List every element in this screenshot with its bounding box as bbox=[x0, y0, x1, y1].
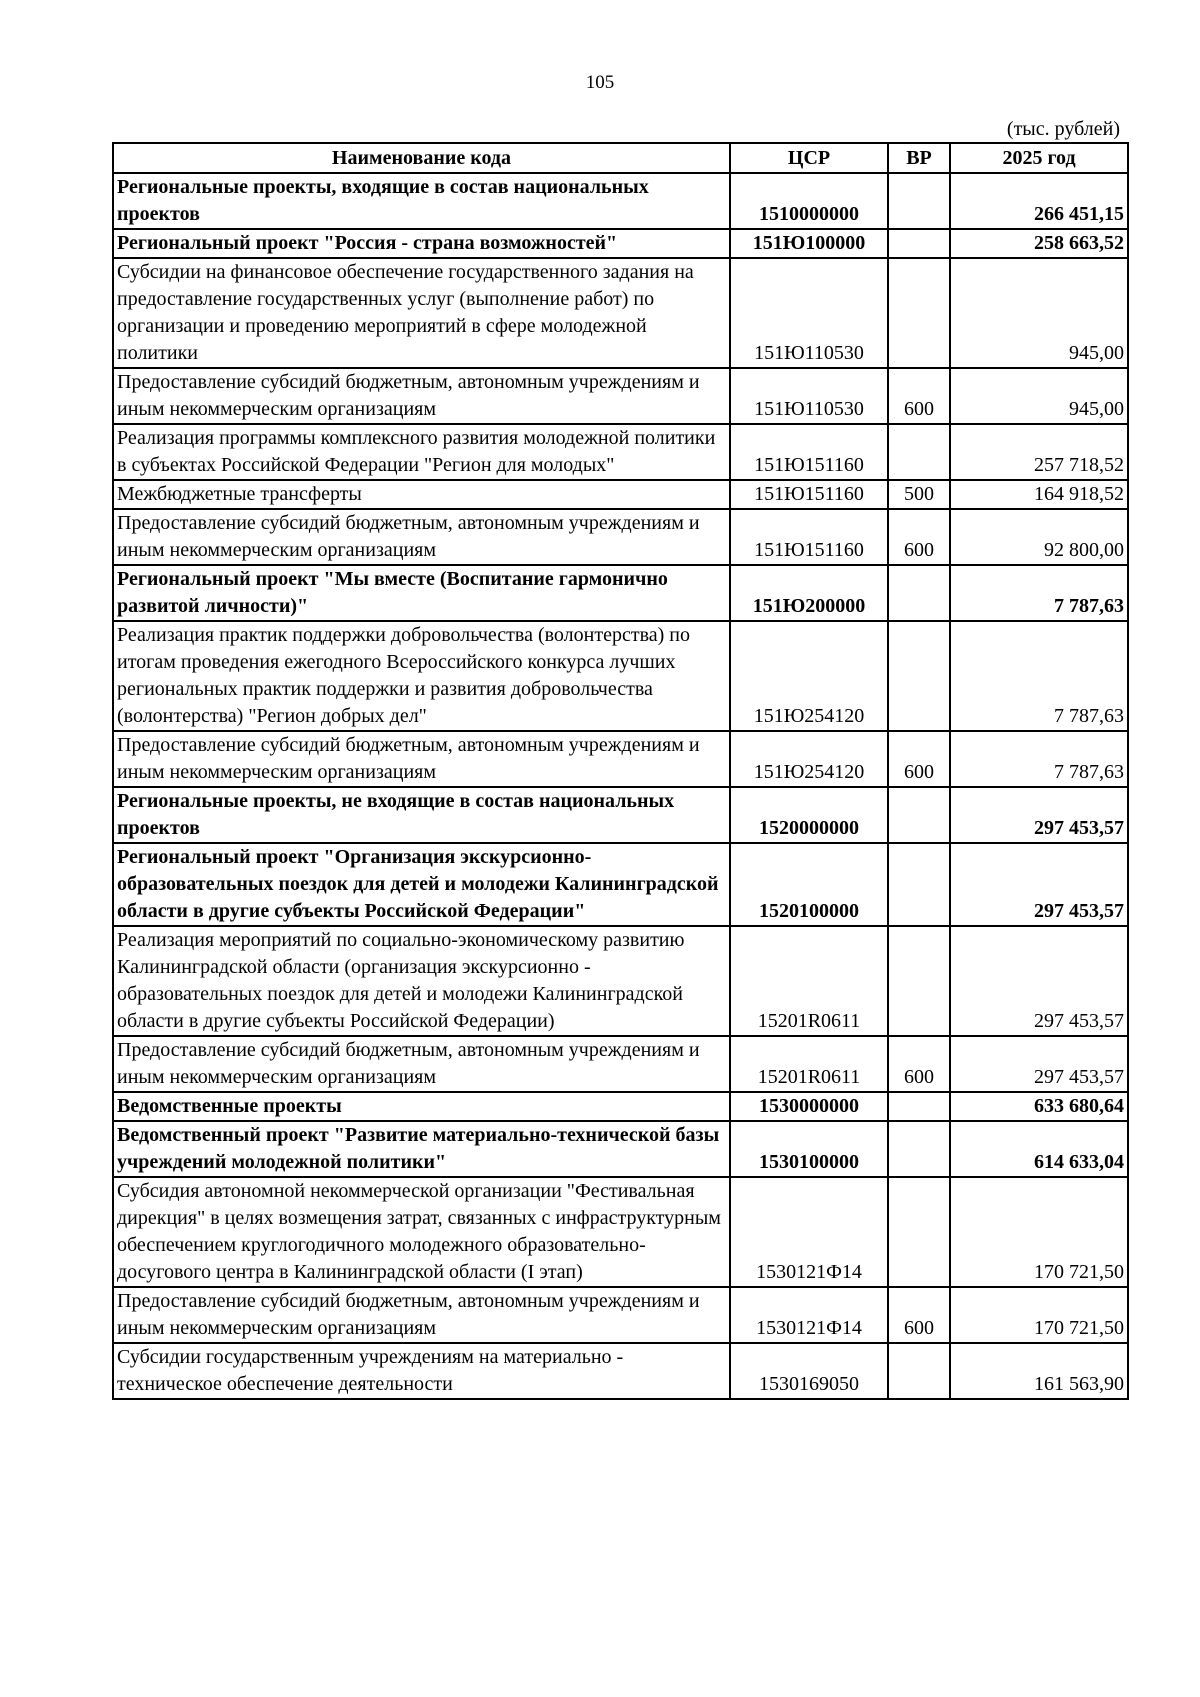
cell-csr: 151Ю110530 bbox=[730, 258, 888, 368]
cell-vr bbox=[888, 424, 950, 480]
header-sum: 2025 год bbox=[950, 143, 1128, 173]
cell-name: Региональный проект "Мы вместе (Воспитание гармонично развитой личности)" bbox=[113, 565, 730, 621]
cell-csr: 151Ю151160 bbox=[730, 480, 888, 509]
cell-sum: 297 453,57 bbox=[950, 787, 1128, 843]
cell-vr: 600 bbox=[888, 509, 950, 565]
header-csr: ЦСР bbox=[730, 143, 888, 173]
table-row bbox=[113, 1177, 1128, 1287]
cell-sum: 257 718,52 bbox=[950, 424, 1128, 480]
table-row bbox=[113, 509, 1128, 565]
cell-sum: 170 721,50 bbox=[950, 1177, 1128, 1287]
cell-sum: 614 633,04 bbox=[950, 1121, 1128, 1177]
cell-name: Предоставление субсидий бюджетным, автономным учреждениям и иным некоммерческим организациям bbox=[113, 509, 730, 565]
cell-name: Региональный проект "Организация экскурсионно-образовательных поездок для детей и молодежи Калининградской области в другие субъекты Российской Федерации" bbox=[113, 843, 730, 926]
cell-vr bbox=[888, 565, 950, 621]
cell-name: Реализация практик поддержки добровольчества (волонтерства) по итогам проведения ежегодного Всероссийского конкурса лучших региональных практик поддержки и развития добровольчества (волонтерства) "Регион добрых дел" bbox=[113, 621, 730, 731]
cell-name: Ведомственный проект "Развитие материально-технической базы учреждений молодежной политики" bbox=[113, 1121, 730, 1177]
cell-csr: 151Ю110530 bbox=[730, 368, 888, 424]
table-row bbox=[113, 229, 1128, 258]
cell-vr bbox=[888, 173, 950, 229]
table-row bbox=[113, 173, 1128, 229]
table-row bbox=[113, 368, 1128, 424]
cell-csr: 151Ю151160 bbox=[730, 509, 888, 565]
table-row bbox=[113, 424, 1128, 480]
cell-vr bbox=[888, 229, 950, 258]
cell-vr bbox=[888, 1177, 950, 1287]
cell-name: Предоставление субсидий бюджетным, автономным учреждениям и иным некоммерческим организациям bbox=[113, 731, 730, 787]
page-number: 105 bbox=[585, 72, 615, 93]
cell-csr: 151Ю200000 bbox=[730, 565, 888, 621]
cell-sum: 164 918,52 bbox=[950, 480, 1128, 509]
cell-csr: 1530121Ф14 bbox=[730, 1287, 888, 1343]
cell-sum: 297 453,57 bbox=[950, 926, 1128, 1036]
table-body bbox=[113, 173, 1128, 1399]
table-row bbox=[113, 258, 1128, 368]
table-row bbox=[113, 787, 1128, 843]
cell-csr: 151Ю151160 bbox=[730, 424, 888, 480]
cell-csr: 15201R0611 bbox=[730, 1036, 888, 1092]
table-row bbox=[113, 926, 1128, 1036]
cell-csr: 1520100000 bbox=[730, 843, 888, 926]
cell-csr: 1530000000 bbox=[730, 1092, 888, 1121]
cell-csr: 151Ю100000 bbox=[730, 229, 888, 258]
cell-sum: 266 451,15 bbox=[950, 173, 1128, 229]
cell-csr: 1530121Ф14 bbox=[730, 1177, 888, 1287]
cell-vr: 600 bbox=[888, 731, 950, 787]
cell-name: Реализация программы комплексного развития молодежной политики в субъектах Российской Федерации "Регион для молодых" bbox=[113, 424, 730, 480]
cell-name: Региональные проекты, не входящие в состав национальных проектов bbox=[113, 787, 730, 843]
cell-name: Предоставление субсидий бюджетным, автономным учреждениям и иным некоммерческим организациям bbox=[113, 1036, 730, 1092]
cell-vr: 600 bbox=[888, 1036, 950, 1092]
header-name: Наименование кода bbox=[113, 143, 730, 173]
cell-vr bbox=[888, 621, 950, 731]
cell-vr bbox=[888, 258, 950, 368]
table-row bbox=[113, 565, 1128, 621]
cell-csr: 1530100000 bbox=[730, 1121, 888, 1177]
cell-name: Региональный проект "Россия - страна возможностей" bbox=[113, 229, 730, 258]
table-row bbox=[113, 731, 1128, 787]
cell-csr: 151Ю254120 bbox=[730, 731, 888, 787]
table-row bbox=[113, 1036, 1128, 1092]
header-vr: ВР bbox=[888, 143, 950, 173]
cell-sum: 258 663,52 bbox=[950, 229, 1128, 258]
cell-sum: 945,00 bbox=[950, 258, 1128, 368]
cell-name: Субсидия автономной некоммерческой организации "Фестивальная дирекция" в целях возмещения затрат, связанных с инфраструктурным обеспечением круглогодичного молодежного образовательно-досугового центра в Калининградской области (I этап) bbox=[113, 1177, 730, 1287]
table-row bbox=[113, 843, 1128, 926]
cell-vr bbox=[888, 787, 950, 843]
cell-csr: 1530169050 bbox=[730, 1343, 888, 1399]
cell-sum: 170 721,50 bbox=[950, 1287, 1128, 1343]
cell-name: Субсидии государственным учреждениям на материально - техническое обеспечение деятельности bbox=[113, 1343, 730, 1399]
table-row bbox=[113, 1121, 1128, 1177]
budget-table bbox=[112, 142, 1129, 1400]
cell-vr: 600 bbox=[888, 1287, 950, 1343]
cell-sum: 633 680,64 bbox=[950, 1092, 1128, 1121]
table-row bbox=[113, 1287, 1128, 1343]
cell-sum: 297 453,57 bbox=[950, 843, 1128, 926]
cell-sum: 92 800,00 bbox=[950, 509, 1128, 565]
cell-sum: 297 453,57 bbox=[950, 1036, 1128, 1092]
cell-sum: 945,00 bbox=[950, 368, 1128, 424]
cell-csr: 15201R0611 bbox=[730, 926, 888, 1036]
cell-vr bbox=[888, 1121, 950, 1177]
cell-vr: 500 bbox=[888, 480, 950, 509]
table-row bbox=[113, 480, 1128, 509]
cell-sum: 7 787,63 bbox=[950, 731, 1128, 787]
cell-sum: 7 787,63 bbox=[950, 621, 1128, 731]
cell-vr: 600 bbox=[888, 368, 950, 424]
cell-name: Межбюджетные трансферты bbox=[113, 480, 730, 509]
cell-name: Субсидии на финансовое обеспечение государственного задания на предоставление государственных услуг (выполнение работ) по организации и проведению мероприятий в сфере молодежной политики bbox=[113, 258, 730, 368]
cell-name: Предоставление субсидий бюджетным, автономным учреждениям и иным некоммерческим организациям bbox=[113, 1287, 730, 1343]
cell-name: Региональные проекты, входящие в состав национальных проектов bbox=[113, 173, 730, 229]
cell-name: Реализация мероприятий по социально-экономическому развитию Калининградской области (организация экскурсионно - образовательных поездок для детей и молодежи Калининградской области в другие субъекты Российской Федерации) bbox=[113, 926, 730, 1036]
cell-csr: 151Ю254120 bbox=[730, 621, 888, 731]
table-row bbox=[113, 1343, 1128, 1399]
cell-sum: 7 787,63 bbox=[950, 565, 1128, 621]
cell-vr bbox=[888, 1092, 950, 1121]
table-header-row bbox=[113, 143, 1128, 173]
units-label: (тыс. рублей) bbox=[1006, 118, 1120, 140]
cell-vr bbox=[888, 1343, 950, 1399]
cell-csr: 1520000000 bbox=[730, 787, 888, 843]
table-row bbox=[113, 1092, 1128, 1121]
cell-csr: 1510000000 bbox=[730, 173, 888, 229]
cell-vr bbox=[888, 926, 950, 1036]
cell-name: Предоставление субсидий бюджетным, автономным учреждениям и иным некоммерческим организациям bbox=[113, 368, 730, 424]
cell-name: Ведомственные проекты bbox=[113, 1092, 730, 1121]
cell-vr bbox=[888, 843, 950, 926]
table-row bbox=[113, 621, 1128, 731]
cell-sum: 161 563,90 bbox=[950, 1343, 1128, 1399]
